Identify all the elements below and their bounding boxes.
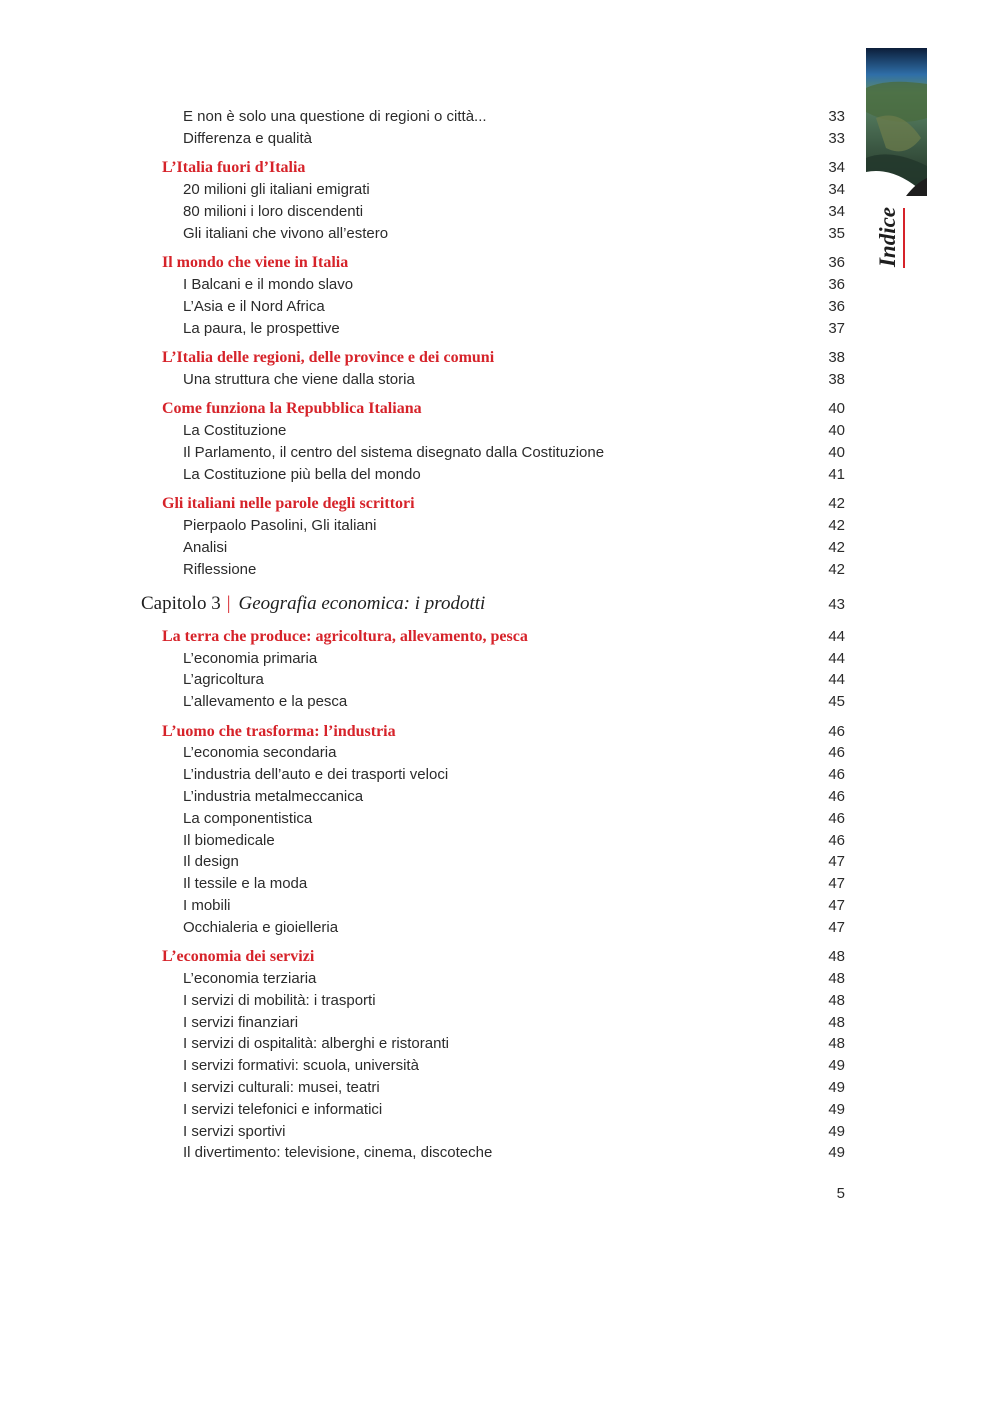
- entry-title: Il Parlamento, il centro del sistema disegnato dalla Costituzione: [183, 444, 605, 461]
- page-ref: 47: [828, 897, 845, 914]
- entry-title: L’economia terziaria: [183, 970, 317, 987]
- page-ref: 49: [828, 1123, 845, 1140]
- entry-title: E non è solo una questione di regioni o città...: [183, 108, 487, 125]
- earth-image-art: [866, 48, 927, 196]
- entry-title: I servizi formativi: scuola, università: [183, 1057, 419, 1074]
- section-title: Gli italiani nelle parole degli scrittori: [162, 495, 415, 512]
- page-ref: 42: [828, 561, 845, 578]
- entry-title: I servizi sportivi: [183, 1123, 286, 1140]
- index-side-rule: [903, 208, 905, 268]
- entry-title: I servizi finanziari: [183, 1014, 299, 1031]
- entry-title: Analisi: [183, 539, 228, 556]
- page-ref: 40: [828, 444, 845, 461]
- page-ref: 40: [828, 400, 845, 417]
- entry-title: La Costituzione: [183, 422, 287, 439]
- entry-title: Pierpaolo Pasolini, Gli italiani: [183, 517, 377, 534]
- page-ref: 33: [828, 108, 845, 125]
- entry-title: L’industria metalmeccanica: [183, 788, 364, 805]
- entry-title: L’allevamento e la pesca: [183, 693, 348, 710]
- page-number: 5: [836, 1185, 845, 1202]
- section-title: L’uomo che trasforma: l’industria: [162, 723, 396, 740]
- earth-satellite-image: [866, 48, 927, 196]
- page-ref: 42: [828, 539, 845, 556]
- entry-title: 20 milioni gli italiani emigrati: [183, 181, 370, 198]
- entry-title: Riflessione: [183, 561, 257, 578]
- page-ref: 38: [828, 349, 845, 366]
- page-ref: 46: [828, 810, 845, 827]
- entry-title: I servizi di mobilità: i trasporti: [183, 992, 376, 1009]
- entry-title: Occhialeria e gioielleria: [183, 919, 339, 936]
- chapter-title: Geografia economica: i prodotti: [238, 593, 486, 614]
- page-ref: 49: [828, 1144, 845, 1161]
- page-ref: 48: [828, 948, 845, 965]
- page-ref: 37: [828, 320, 845, 337]
- page-ref: 35: [828, 225, 845, 242]
- page-ref: 47: [828, 853, 845, 870]
- page-ref: 49: [828, 1101, 845, 1118]
- page-ref: 47: [828, 919, 845, 936]
- page-ref: 34: [828, 159, 845, 176]
- entry-title: L’Asia e il Nord Africa: [183, 298, 325, 315]
- section-title: Come funziona la Repubblica Italiana: [162, 400, 422, 417]
- page-ref: 34: [828, 203, 845, 220]
- page-ref: 44: [828, 671, 845, 688]
- page-ref: 48: [828, 992, 845, 1009]
- page-ref: 36: [828, 276, 845, 293]
- page-ref: 36: [828, 298, 845, 315]
- page-ref: 47: [828, 875, 845, 892]
- section-title: Il mondo che viene in Italia: [162, 254, 349, 271]
- page-ref: 40: [828, 422, 845, 439]
- page-ref: 48: [828, 970, 845, 987]
- entry-title: Il divertimento: televisione, cinema, discoteche: [183, 1144, 493, 1161]
- page-ref: 49: [828, 1057, 845, 1074]
- page-ref: 48: [828, 1035, 845, 1052]
- page-ref: 44: [828, 650, 845, 667]
- entry-title: Il tessile e la moda: [183, 875, 308, 892]
- section-title: L’economia dei servizi: [162, 948, 315, 965]
- chapter-heading: [141, 593, 485, 615]
- entry-title: Differenza e qualità: [183, 130, 312, 147]
- page-ref: 43: [828, 596, 845, 613]
- entry-title: Una struttura che viene dalla storia: [183, 371, 415, 388]
- page-ref: 33: [828, 130, 845, 147]
- entry-title: 80 milioni i loro discendenti: [183, 203, 364, 220]
- entry-title: La paura, le prospettive: [183, 320, 340, 337]
- page-ref: 46: [828, 744, 845, 761]
- section-title: L’Italia fuori d’Italia: [162, 159, 306, 176]
- entry-title: I servizi di ospitalità: alberghi e ristoranti: [183, 1035, 449, 1052]
- section-title: L’Italia delle regioni, delle province e dei comuni: [162, 349, 495, 366]
- entry-title: L’industria dell’auto e dei trasporti veloci: [183, 766, 449, 783]
- index-side-tab: [872, 205, 906, 269]
- entry-title: I servizi telefonici e informatici: [183, 1101, 383, 1118]
- page-ref: 46: [828, 832, 845, 849]
- entry-title: L’agricoltura: [183, 671, 264, 688]
- page-ref: 46: [828, 788, 845, 805]
- page-ref: 48: [828, 1014, 845, 1031]
- page-ref: 42: [828, 495, 845, 512]
- page-ref: 36: [828, 254, 845, 271]
- entry-title: Il design: [183, 853, 239, 870]
- entry-title: La componentistica: [183, 810, 313, 827]
- page-ref: 38: [828, 371, 845, 388]
- entry-title: I mobili: [183, 897, 231, 914]
- page-ref: 42: [828, 517, 845, 534]
- entry-title: Gli italiani che vivono all’estero: [183, 225, 389, 242]
- chapter-separator: |: [226, 593, 231, 614]
- entry-title: I Balcani e il mondo slavo: [183, 276, 354, 293]
- chapter-number: Capitolo 3: [141, 593, 221, 614]
- page-ref: 46: [828, 766, 845, 783]
- entry-title: I servizi culturali: musei, teatri: [183, 1079, 380, 1096]
- section-title: La terra che produce: agricoltura, allevamento, pesca: [162, 628, 528, 645]
- page-ref: 41: [828, 466, 845, 483]
- index-side-label: Indice: [875, 206, 900, 268]
- entry-title: L’economia primaria: [183, 650, 318, 667]
- entry-title: L’economia secondaria: [183, 744, 337, 761]
- page-ref: 44: [828, 628, 845, 645]
- page-ref: 49: [828, 1079, 845, 1096]
- page-ref: 45: [828, 693, 845, 710]
- entry-title: La Costituzione più bella del mondo: [183, 466, 421, 483]
- page-ref: 46: [828, 723, 845, 740]
- page-ref: 34: [828, 181, 845, 198]
- entry-title: Il biomedicale: [183, 832, 275, 849]
